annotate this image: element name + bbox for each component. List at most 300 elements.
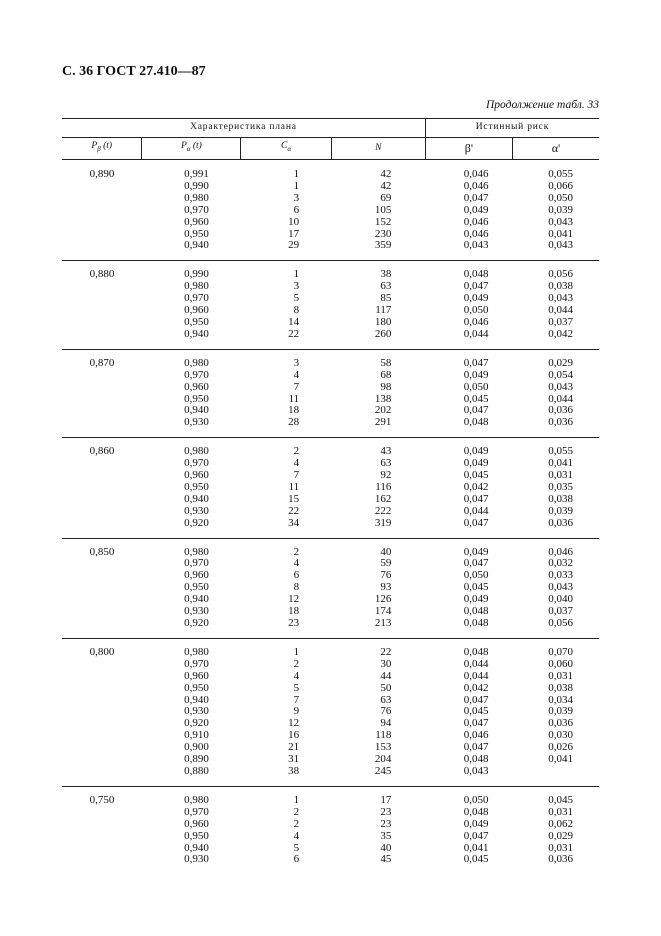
cell-p-alpha: 0,940: [184, 693, 209, 706]
cell-p-alpha: 0,960: [184, 669, 209, 682]
cell-n: 162: [374, 492, 392, 505]
cell-alpha-prime: 0,043: [548, 215, 573, 228]
cell-alpha-prime: 0,031: [548, 841, 573, 854]
cell-c-alpha: 7: [293, 693, 300, 706]
cell-beta-prime: 0,047: [463, 280, 489, 293]
cell-n: 118: [375, 729, 392, 742]
cell-beta-prime: 0,049: [463, 457, 489, 470]
cell-n-column: [331, 261, 425, 349]
cell-n: 105: [374, 203, 392, 216]
cell-alpha-prime: 0,055: [548, 445, 573, 458]
cell-beta-prime: 0,048: [463, 268, 489, 281]
cell-n: 68: [380, 368, 392, 381]
cell-p-alpha: 0,980: [184, 545, 209, 558]
cell-alpha-prime: 0,043: [548, 581, 573, 594]
cell-c-alpha-column: [241, 349, 331, 437]
cell-alpha-prime: 0,054: [548, 368, 573, 381]
cell-n: 230: [374, 227, 392, 240]
cell-c-alpha: 22: [288, 327, 300, 340]
cell-c-alpha: 12: [288, 717, 300, 730]
cell-beta-prime: 0,050: [463, 304, 489, 317]
cell-beta-prime: 0,049: [463, 817, 489, 830]
cell-n: 30: [380, 657, 392, 670]
cell-c-alpha: 1: [293, 168, 300, 180]
cell-beta-prime: 0,047: [463, 557, 489, 570]
cell-n: 260: [374, 327, 392, 340]
cell-c-alpha: 4: [293, 457, 300, 470]
cell-beta-prime: 0,047: [463, 516, 489, 529]
cell-c-alpha: 4: [293, 368, 300, 381]
cell-n-column: [331, 638, 425, 786]
cell-alpha-prime: 0,038: [548, 681, 573, 694]
col-header-p-beta: $P_\beta$ (t): [62, 138, 142, 160]
cell-c-alpha-column: [241, 638, 331, 786]
cell-alpha-prime-column: [512, 438, 599, 538]
page-header: С. 36 ГОСТ 27.410—87: [62, 64, 206, 79]
cell-p-alpha: 0,980: [184, 445, 209, 458]
cell-alpha-prime: 0,036: [548, 404, 573, 417]
cell-beta-prime: 0,049: [463, 593, 489, 606]
cell-beta-prime: 0,048: [463, 605, 489, 618]
cell-alpha-prime: 0,046: [548, 545, 573, 558]
cell-beta-prime: 0,046: [463, 179, 489, 192]
cell-p-beta: 0,880: [62, 261, 142, 349]
cell-c-alpha: 38: [288, 764, 300, 777]
cell-c-alpha: 4: [293, 557, 300, 570]
cell-n: 22: [380, 645, 392, 658]
cell-p-alpha: 0,890: [184, 753, 209, 766]
cell-n: 94: [380, 717, 392, 730]
cell-c-alpha: 5: [293, 292, 300, 305]
cell-c-alpha: 6: [293, 203, 300, 216]
cell-p-alpha-column: [142, 349, 241, 437]
cell-beta-prime: 0,043: [463, 239, 489, 252]
cell-p-alpha: 0,940: [184, 239, 209, 252]
cell-p-alpha: 0,950: [184, 681, 209, 694]
cell-beta-prime: 0,046: [463, 227, 489, 240]
cell-n: 45: [380, 853, 392, 866]
cell-p-alpha: 0,930: [184, 416, 209, 429]
table-row-group: [62, 438, 599, 538]
cell-n: 126: [374, 593, 392, 606]
cell-p-beta: 0,800: [62, 638, 142, 786]
cell-alpha-prime: 0,070: [548, 645, 573, 658]
cell-n: 76: [380, 569, 392, 582]
cell-c-alpha: 17: [288, 227, 300, 240]
cell-p-beta: 0,890: [89, 168, 115, 180]
col-header-n: N: [331, 138, 425, 160]
cell-c-alpha: 11: [288, 392, 300, 405]
cell-n: 180: [374, 315, 392, 328]
cell-n: 59: [380, 557, 392, 570]
cell-n: 40: [380, 841, 392, 854]
cell-beta-prime: 0,045: [463, 581, 489, 594]
cell-c-alpha: 8: [293, 304, 300, 317]
cell-alpha-prime: 0,031: [548, 805, 573, 818]
cell-beta-prime-column: [425, 786, 512, 866]
cell-p-alpha: 0,960: [184, 569, 209, 582]
cell-c-alpha: 1: [293, 793, 300, 806]
cell-beta-prime: 0,048: [463, 805, 489, 818]
cell-beta-prime: 0,042: [463, 681, 489, 694]
cell-n: 35: [380, 829, 392, 842]
cell-alpha-prime: 0,036: [548, 717, 573, 730]
cell-alpha-prime: 0,029: [548, 829, 573, 842]
cell-n: 204: [374, 753, 392, 766]
cell-beta-prime: 0,049: [463, 203, 489, 216]
cell-beta-prime: 0,048: [463, 645, 489, 658]
cell-alpha-prime: 0,026: [548, 741, 573, 754]
cell-beta-prime: 0,041: [463, 841, 489, 854]
table-row-group: [62, 538, 599, 638]
cell-n-column: [331, 349, 425, 437]
cell-n: 63: [380, 280, 392, 293]
cell-c-alpha: 21: [288, 741, 300, 754]
cell-alpha-prime: 0,043: [548, 292, 573, 305]
cell-p-alpha: 0,970: [184, 805, 209, 818]
cell-n: 152: [374, 215, 392, 228]
plan-characteristics-header: Характеристика плана: [62, 119, 425, 138]
cell-beta-prime: 0,049: [463, 545, 489, 558]
cell-c-alpha: 1: [293, 268, 300, 281]
cell-beta-prime: 0,045: [463, 853, 489, 866]
cell-beta-prime: 0,047: [463, 492, 489, 505]
cell-alpha-prime: 0,055: [548, 168, 573, 180]
cell-alpha-prime: 0,043: [548, 239, 573, 252]
cell-c-alpha: 16: [288, 729, 300, 742]
cell-p-alpha: 0,940: [184, 492, 209, 505]
cell-n-column: [331, 538, 425, 638]
cell-p-alpha: 0,950: [184, 315, 209, 328]
cell-alpha-prime: 0,050: [548, 191, 573, 204]
table-row-group: [62, 349, 599, 437]
cell-p-alpha: 0,980: [184, 191, 209, 204]
cell-n: 202: [374, 404, 392, 417]
cell-alpha-prime: 0,056: [548, 617, 573, 629]
cell-p-alpha: 0,991: [184, 168, 209, 180]
col-header-alpha-prime: α': [512, 138, 599, 160]
cell-alpha-prime-column: [512, 538, 599, 638]
cell-beta-prime: 0,046: [463, 315, 489, 328]
cell-c-alpha-column: [241, 538, 331, 638]
cell-alpha-prime: 0,060: [548, 657, 573, 670]
cell-alpha-prime: 0,033: [548, 569, 573, 582]
cell-p-alpha: 0,960: [184, 304, 209, 317]
cell-beta-prime: 0,049: [463, 292, 489, 305]
cell-alpha-prime: 0,038: [548, 492, 573, 505]
cell-beta-prime-column: [425, 349, 512, 437]
true-risk-header: Истинный риск: [425, 119, 599, 138]
table-row-group: [62, 261, 599, 349]
cell-alpha-prime: 0,036: [548, 853, 573, 866]
cell-p-alpha: 0,980: [184, 280, 209, 293]
cell-n: 153: [374, 741, 392, 754]
cell-p-alpha-column: [142, 160, 241, 261]
cell-beta-prime: 0,050: [463, 569, 489, 582]
cell-c-alpha: 5: [293, 681, 300, 694]
cell-n: 42: [380, 179, 392, 192]
cell-beta-prime-column: [425, 261, 512, 349]
cell-beta-prime: 0,050: [463, 380, 489, 393]
cell-c-alpha: 8: [293, 581, 300, 594]
cell-alpha-prime: 0,036: [548, 416, 573, 429]
cell-alpha-prime: 0,045: [548, 793, 573, 806]
cell-p-alpha: 0,940: [184, 841, 209, 854]
cell-beta-prime: 0,047: [463, 356, 489, 369]
cell-n: 38: [380, 268, 392, 281]
cell-p-alpha: 0,970: [184, 292, 209, 305]
cell-p-beta: 0,850: [62, 538, 142, 638]
cell-alpha-prime: 0,044: [548, 304, 573, 317]
cell-p-alpha: 0,940: [184, 404, 209, 417]
cell-p-alpha: 0,970: [184, 557, 209, 570]
cell-beta-prime: 0,042: [463, 480, 489, 493]
cell-alpha-prime: 0,032: [548, 557, 573, 570]
cell-n: 85: [380, 292, 392, 305]
cell-n: 44: [380, 669, 392, 682]
cell-n: 98: [380, 380, 392, 393]
cell-c-alpha: 29: [288, 239, 300, 252]
cell-p-alpha: 0,940: [184, 327, 209, 340]
cell-c-alpha: 11: [288, 480, 300, 493]
cell-n: 117: [375, 304, 392, 317]
cell-n: 58: [380, 356, 392, 369]
cell-p-alpha: 0,950: [184, 392, 209, 405]
table-continuation-label: Продолжение табл. 33: [486, 99, 599, 111]
cell-beta-prime: 0,047: [463, 741, 489, 754]
cell-p-alpha: 0,940: [184, 593, 209, 606]
cell-c-alpha: 2: [293, 657, 300, 670]
cell-p-alpha: 0,960: [184, 215, 209, 228]
cell-n: 291: [374, 416, 392, 429]
cell-p-alpha: 0,920: [184, 717, 209, 730]
cell-alpha-prime: 0,030: [548, 729, 573, 742]
cell-c-alpha: 2: [293, 805, 300, 818]
cell-n: 222: [374, 504, 392, 517]
cell-alpha-prime: 0,039: [548, 705, 573, 718]
cell-alpha-prime: 0,043: [548, 380, 573, 393]
cell-alpha-prime: 0,038: [548, 280, 573, 293]
cell-p-alpha: 0,930: [184, 705, 209, 718]
cell-p-beta: 0,750: [62, 786, 142, 866]
cell-beta-prime: 0,048: [463, 416, 489, 429]
col-header-p-alpha: $P_\alpha$ (t): [142, 138, 241, 160]
cell-c-alpha: 9: [293, 705, 300, 718]
cell-alpha-prime: 0,044: [548, 392, 573, 405]
cell-n: 43: [380, 445, 392, 458]
cell-c-alpha: 3: [293, 356, 300, 369]
cell-n: 76: [380, 705, 392, 718]
cell-c-alpha: 34: [288, 516, 300, 529]
col-header-beta-prime: β': [425, 138, 512, 160]
cell-beta-prime: 0,047: [463, 829, 489, 842]
table-body: [62, 160, 599, 867]
cell-p-alpha: 0,930: [184, 605, 209, 618]
cell-alpha-prime: 0,056: [548, 268, 573, 281]
cell-p-alpha: 0,950: [184, 227, 209, 240]
cell-n: 92: [380, 469, 392, 482]
cell-alpha-prime: 0,041: [548, 227, 573, 240]
cell-c-alpha: 22: [288, 504, 300, 517]
cell-n: 69: [380, 191, 392, 204]
cell-c-alpha-column: [241, 160, 331, 261]
cell-alpha-prime-column: [512, 261, 599, 349]
cell-alpha-prime: 0,041: [548, 457, 573, 470]
cell-n: 42: [380, 168, 392, 180]
cell-p-alpha: 0,970: [184, 457, 209, 470]
cell-beta-prime: 0,048: [463, 753, 489, 766]
cell-alpha-prime: 0,039: [548, 504, 573, 517]
cell-c-alpha: 2: [293, 445, 300, 458]
cell-c-alpha: 4: [293, 669, 300, 682]
cell-beta-prime: 0,048: [463, 617, 489, 629]
cell-n: 17: [380, 793, 392, 806]
cell-alpha-prime: 0,062: [548, 817, 573, 830]
cell-beta-prime: 0,047: [463, 191, 489, 204]
cell-c-alpha: 18: [288, 605, 300, 618]
cell-beta-prime: 0,046: [463, 729, 489, 742]
cell-c-alpha: 6: [293, 853, 300, 866]
cell-c-alpha: 31: [288, 753, 300, 766]
cell-beta-prime: 0,043: [463, 764, 489, 777]
cell-alpha-prime-column: [512, 638, 599, 786]
risk-table: [62, 118, 599, 866]
cell-n: 213: [374, 617, 392, 629]
cell-c-alpha: 5: [293, 841, 300, 854]
cell-alpha-prime: 0,034: [548, 693, 573, 706]
cell-n: 93: [380, 581, 392, 594]
cell-n-column: [331, 438, 425, 538]
cell-beta-prime: 0,049: [463, 368, 489, 381]
col-header-c-alpha: $C_\alpha$: [241, 138, 331, 160]
cell-n: 40: [380, 545, 392, 558]
cell-c-alpha: 15: [288, 492, 300, 505]
cell-p-alpha: 0,980: [184, 356, 209, 369]
cell-c-alpha: 7: [293, 469, 300, 482]
cell-alpha-prime: 0,037: [548, 605, 573, 618]
cell-c-alpha: 7: [293, 380, 300, 393]
cell-c-alpha: 2: [293, 817, 300, 830]
cell-c-alpha: 3: [293, 280, 300, 293]
cell-beta-prime: 0,047: [463, 693, 489, 706]
cell-n: 63: [380, 457, 392, 470]
cell-p-alpha: 0,990: [184, 268, 209, 281]
cell-n: 23: [380, 817, 392, 830]
cell-n: 50: [380, 681, 392, 694]
cell-alpha-prime: 0,035: [548, 480, 573, 493]
table-row-group: [62, 160, 599, 261]
cell-beta-prime: 0,049: [463, 445, 489, 458]
cell-c-alpha: 2: [293, 545, 300, 558]
cell-c-alpha: 12: [288, 593, 300, 606]
cell-alpha-prime: 0,031: [548, 669, 573, 682]
cell-n: 174: [374, 605, 392, 618]
cell-beta-prime: 0,047: [463, 717, 489, 730]
cell-n: 23: [380, 805, 392, 818]
cell-beta-prime-column: [425, 638, 512, 786]
cell-p-alpha: 0,910: [184, 729, 209, 742]
cell-c-alpha: 1: [293, 645, 300, 658]
cell-p-alpha: 0,880: [184, 764, 209, 777]
cell-alpha-prime-column: [512, 786, 599, 866]
cell-n: 359: [374, 239, 392, 252]
cell-beta-prime-column: [425, 538, 512, 638]
cell-c-alpha: 28: [288, 416, 300, 429]
cell-p-alpha: 0,950: [184, 480, 209, 493]
cell-p-alpha: 0,970: [184, 657, 209, 670]
cell-alpha-prime: 0,039: [548, 203, 573, 216]
cell-p-alpha: 0,970: [184, 203, 209, 216]
cell-n-column: [331, 160, 425, 261]
cell-beta-prime: 0,044: [463, 669, 489, 682]
cell-beta-prime: 0,044: [463, 657, 489, 670]
cell-alpha-prime: 0,041: [548, 753, 573, 766]
cell-p-alpha: 0,930: [184, 504, 209, 517]
cell-n: 116: [375, 480, 392, 493]
cell-n: 245: [374, 764, 392, 777]
cell-beta-prime: 0,045: [463, 392, 489, 405]
cell-c-alpha-column: [241, 438, 331, 538]
cell-beta-prime: 0,050: [463, 793, 489, 806]
cell-n: 138: [374, 392, 392, 405]
cell-p-alpha: 0,970: [184, 368, 209, 381]
cell-alpha-prime-column: [512, 349, 599, 437]
cell-beta-prime: 0,046: [463, 168, 489, 180]
cell-beta-prime: 0,047: [463, 404, 489, 417]
cell-alpha-prime: 0,031: [548, 469, 573, 482]
cell-p-alpha: 0,960: [184, 469, 209, 482]
cell-c-alpha-column: [241, 786, 331, 866]
cell-n: 63: [380, 693, 392, 706]
cell-beta-prime-column: [425, 160, 512, 261]
cell-beta-prime: 0,044: [463, 504, 489, 517]
cell-p-alpha: 0,920: [184, 516, 209, 529]
cell-alpha-prime: 0,042: [548, 327, 573, 340]
cell-beta-prime-column: [425, 438, 512, 538]
cell-p-alpha: 0,960: [184, 380, 209, 393]
cell-p-alpha-column: [142, 786, 241, 866]
cell-p-alpha: 0,980: [184, 645, 209, 658]
cell-alpha-prime-column: [512, 160, 599, 261]
cell-beta-prime: 0,045: [463, 705, 489, 718]
cell-beta-prime: 0,045: [463, 469, 489, 482]
cell-c-alpha: 18: [288, 404, 300, 417]
cell-c-alpha: 10: [288, 215, 300, 228]
cell-p-alpha: 0,980: [184, 793, 209, 806]
cell-p-alpha-column: [142, 538, 241, 638]
cell-p-alpha: 0,960: [184, 817, 209, 830]
cell-p-alpha-column: [142, 438, 241, 538]
cell-c-alpha: 14: [288, 315, 300, 328]
cell-c-alpha: 6: [293, 569, 300, 582]
cell-alpha-prime: 0,066: [548, 179, 573, 192]
cell-p-beta: 0,870: [62, 349, 142, 437]
cell-p-alpha-column: [142, 638, 241, 786]
cell-alpha-prime: 0,036: [548, 516, 573, 529]
cell-c-alpha: 1: [293, 179, 300, 192]
cell-beta-prime: 0,044: [463, 327, 489, 340]
cell-p-alpha-column: [142, 261, 241, 349]
cell-p-alpha: 0,920: [184, 617, 209, 629]
cell-p-alpha: 0,990: [184, 179, 209, 192]
cell-p-alpha: 0,900: [184, 741, 209, 754]
cell-alpha-prime: 0,029: [548, 356, 573, 369]
cell-c-alpha: 4: [293, 829, 300, 842]
cell-p-alpha: 0,950: [184, 581, 209, 594]
cell-p-beta: 0,860: [62, 438, 142, 538]
table-row-group: [62, 638, 599, 786]
cell-c-alpha: 23: [288, 617, 300, 629]
